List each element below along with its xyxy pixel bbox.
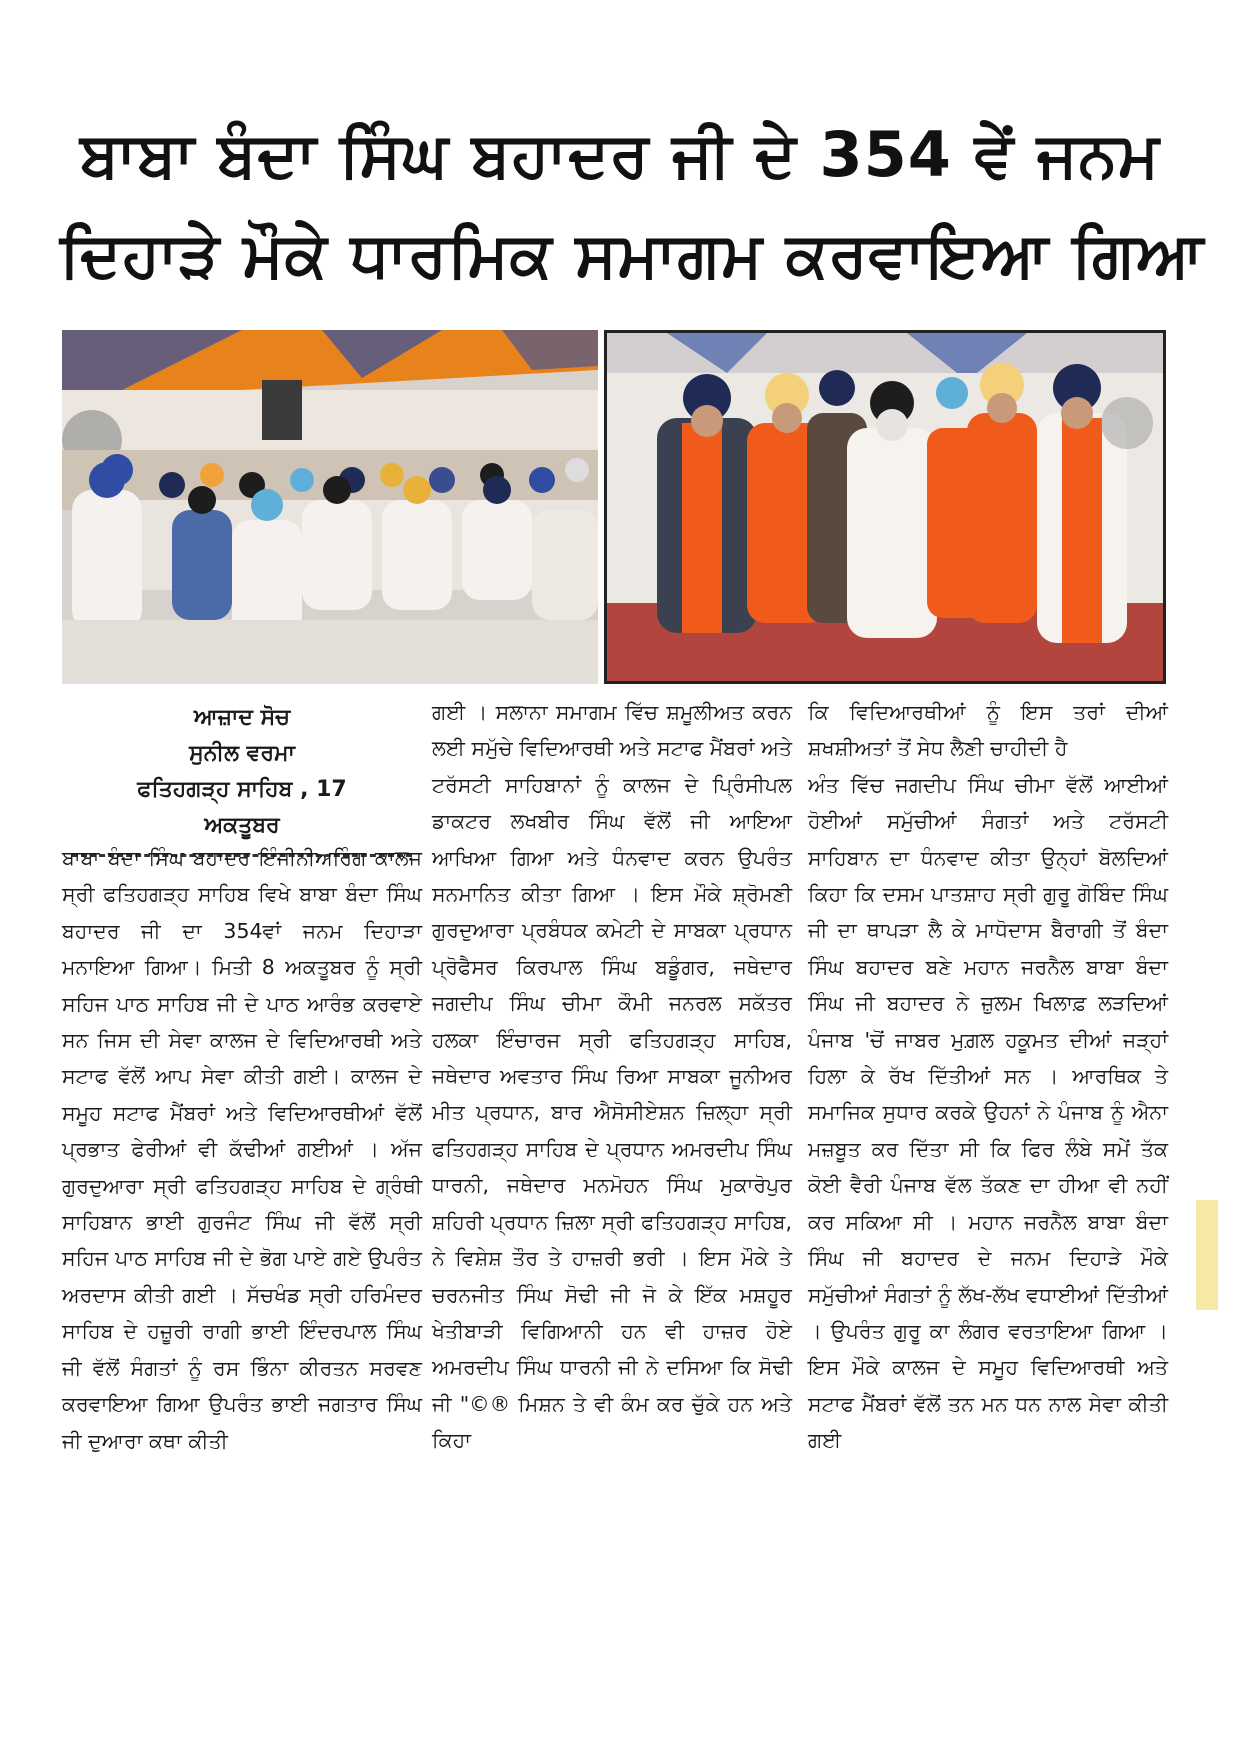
article-column-3-text-b: ਅੰਤ ਵਿੱਚ ਜਗਦੀਪ ਸਿੰਘ ਚੀਮਾ ਵੱਲੋਂ ਆਈਆਂ ਹੋਈਆਂ ਸਮੁੱਚੀਆਂ ਸੰਗਤਾਂ ਅਤੇ ਟਰੱਸਟੀ ਸਾਹਿਬਾਨ ਦਾ ਧੰਨਵਾਦ ਕੀਤਾ ਉਨ੍ਹਾਂ ਬੋਲਦਿਆਂ ਕਿਹਾ ਕਿ ਦਸਮ ਪਾਤਸ਼ਾਹ ਸ੍ਰੀ ਗੁਰੂ ਗੋਬਿੰਦ ਸਿੰਘ ਜੀ ਦਾ ਥਾਪੜਾ ਲੈ ਕੇ ਮਾਧੋਦਾਸ ਬੈਰਾਗੀ ਤੋਂ ਬੰਦਾ ਸਿੰਘ ਬਹਾਦਰ ਬਣੇ ਮਹਾਨ ਜਰਨੈਲ ਬਾਬਾ ਬੰਦਾ ਸਿੰਘ ਜੀ ਬਹਾਦਰ ਨੇ ਜ਼ੁਲਮ ਖਿਲਾਫ਼ ਲੜਦਿਆਂ ਪੰਜਾਬ 'ਚੋਂ ਜਾਬਰ ਮੁਗ਼ਲ ਹਕੂਮਤ ਦੀਆਂ ਜੜ੍ਹਾਂ ਹਿਲਾ ਕੇ ਰੱਖ ਦਿੱਤੀਆਂ ਸਨ । ਆਰਥਿਕ ਤੇ ਸਮਾਜਿਕ ਸੁਧਾਰ ਕਰਕੇ ਉਹਨਾਂ ਨੇ ਪੰਜਾਬ ਨੂੰ ਐਨਾ ਮਜ਼ਬੂਤ ਕਰ ਦਿੱਤਾ ਸੀ ਕਿ ਫਿਰ ਲੰਬੇ ਸਮੇਂ ਤੱਕ ਕੋਈ ਵੈਰੀ ਪੰਜਾਬ ਵੱਲ ਤੱਕਣ ਦਾ ਹੀਆ ਵੀ ਨਹੀਂ ਕਰ ਸਕਿਆ ਸੀ । ਮਹਾਨ ਜਰਨੈਲ ਬਾਬਾ ਬੰਦਾ ਸਿੰਘ ਜੀ ਬਹਾਦਰ ਦੇ ਜਨਮ ਦਿਹਾੜੇ ਮੌਕੇ ਸਮੁੱਚੀਆਂ ਸੰਗਤਾਂ ਨੂੰ ਲੱਖ-ਲੱਖ ਵਧਾਈਆਂ ਦਿੱਤੀਆਂ । ਉਪਰੰਤ ਗੁਰੂ ਕਾ ਲੰਗਰ ਵਰਤਾਇਆ ਗਿਆ । ਇਸ ਮੌਕੇ ਕਾਲਜ ਦੇ ਸਮੂਹ ਵਿਦਿਆਰਥੀ ਅਤੇ ਸਟਾਫ ਮੈਂਬਰਾਂ ਵੱਲੋਂ ਤਨ ਮਨ ਧਨ ਨਾਲ ਸੇਵਾ ਕੀਤੀ ਗਈ (808, 772, 1168, 1453)
byline-month: ਅਕਤੂਬਰ (204, 813, 280, 838)
headline-line-1: ਬਾਬਾ ਬੰਦਾ ਸਿੰਘ ਬਹਾਦਰ ਜੀ ਦੇ 354 ਵੇਂ ਜਨਮ (80, 118, 1160, 191)
byline-paper: ਆਜ਼ਾਦ ਸੋਚ (193, 705, 291, 730)
article-column-3 (808, 694, 1168, 1459)
byline-place-date: ਫਤਿਹਗੜ੍ਹ ਸਾਹਿਬ , 17 (137, 777, 347, 802)
article-column-2-text: ਗਈ । ਸਲਾਨਾ ਸਮਾਗਮ ਵਿੱਚ ਸ਼ਮੂਲੀਅਤ ਕਰਨ ਲਈ ਸਮੁੱਚੇ ਵਿਦਿਆਰਥੀ ਅਤੇ ਸਟਾਫ ਮੈਂਬਰਾਂ ਅਤੇ ਟਰੱਸਟੀ ਸਾਹਿਬਾਨਾਂ ਨੂੰ ਕਾਲਜ ਦੇ ਪ੍ਰਿੰਸੀਪਲ ਡਾਕਟਰ ਲਖਬੀਰ ਸਿੰਘ ਵੱਲੋਂ ਜੀ ਆਇਆ ਆਖਿਆ ਗਿਆ ਅਤੇ ਧੰਨਵਾਦ ਕਰਨ ਉਪਰੰਤ ਸਨਮਾਨਿਤ ਕੀਤਾ ਗਿਆ । ਇਸ ਮੌਕੇ ਸ਼੍ਰੋਮਣੀ ਗੁਰਦੁਆਰਾ ਪ੍ਰਬੰਧਕ ਕਮੇਟੀ ਦੇ ਸਾਬਕਾ ਪ੍ਰਧਾਨ ਪ੍ਰੋਫੈਸਰ ਕਿਰਪਾਲ ਸਿੰਘ ਬਡੂੰਗਰ, ਜਥੇਦਾਰ ਜਗਦੀਪ ਸਿੰਘ ਚੀਮਾ ਕੌਮੀ ਜਨਰਲ ਸਕੱਤਰ ਹਲਕਾ ਇੰਚਾਰਜ ਸ੍ਰੀ ਫਤਿਹਗੜ੍ਹ ਸਾਹਿਬ, ਜਥੇਦਾਰ ਅਵਤਾਰ ਸਿੰਘ ਰਿਆ ਸਾਬਕਾ ਜੂਨੀਅਰ ਮੀਤ ਪ੍ਰਧਾਨ, ਬਾਰ ਐਸੋਸੀਏਸ਼ਨ ਜ਼ਿਲ੍ਹਾ ਸ੍ਰੀ ਫਤਿਹਗੜ੍ਹ ਸਾਹਿਬ ਦੇ ਪ੍ਰਧਾਨ ਅਮਰਦੀਪ ਸਿੰਘ ਧਾਰਨੀ, ਜਥੇਦਾਰ ਮਨਮੋਹਨ ਸਿੰਘ ਮੁਕਾਰੋਪੁਰ ਸ਼ਹਿਰੀ ਪ੍ਰਧਾਨ ਜ਼ਿਲਾ ਸ੍ਰੀ ਫਤਿਹਗੜ੍ਹ ਸਾਹਿਬ, ਨੇ ਵਿਸ਼ੇਸ਼ ਤੌਰ ਤੇ ਹਾਜ਼ਰੀ ਭਰੀ । ਇਸ ਮੌਕੇ ਤੇ ਚਰਨਜੀਤ ਸਿੰਘ ਸੋਢੀ ਜੀ ਜੋ ਕੇ ਇੱਕ ਮਸ਼ਹੂਰ ਖੇਤੀਬਾੜੀ ਵਿਗਿਆਨੀ ਹਨ ਵੀ ਹਾਜ਼ਰ ਹੋਏ ਅਮਰਦੀਪ ਸਿੰਘ ਧਾਰਨੀ ਜੀ ਨੇ ਦਸਿਆ ਕਿ ਸੋਢੀ ਜੀ "©® ਮਿਸ਼ਨ ਤੇ ਵੀ ਕੰਮ ਕਰ ਚੁੱਕੇ ਹਨ ਅਤੇ ਕਿਹਾ (432, 700, 792, 1453)
article-column-1-text: ਬਾਬਾ ਬੰਦਾ ਸਿੰਘ ਬਹਾਦਰ ਇੰਜੀਨੀਅਰਿੰਗ ਕਾਲਜ ਸ੍ਰੀ ਫਤਿਹਗੜ੍ਹ ਸਾਹਿਬ ਵਿਖੇ ਬਾਬਾ ਬੰਦਾ ਸਿੰਘ ਬਹਾਦਰ ਜੀ ਦਾ 354ਵਾਂ ਜਨਮ ਦਿਹਾੜਾ ਮਨਾਇਆ ਗਿਆ। ਮਿਤੀ 8 ਅਕਤੂਬਰ ਨੂੰ ਸ੍ਰੀ ਸਹਿਜ ਪਾਠ ਸਾਹਿਬ ਜੀ ਦੇ ਪਾਠ ਆਰੰਭ ਕਰਵਾਏ ਸਨ ਜਿਸ ਦੀ ਸੇਵਾ ਕਾਲਜ ਦੇ ਵਿਦਿਆਰਥੀ ਅਤੇ ਸਟਾਫ ਵੱਲੋਂ ਆਪ ਸੇਵਾ ਕੀਤੀ ਗਈ। ਕਾਲਜ ਦੇ ਸਮੂਹ ਸਟਾਫ ਮੈਂਬਰਾਂ ਅਤੇ ਵਿਦਿਆਰਥੀਆਂ ਵੱਲੋਂ ਪ੍ਰਭਾਤ ਫੇਰੀਆਂ ਵੀ ਕੱਢੀਆਂ ਗਈਆਂ । ਅੱਜ ਗੁਰਦੁਆਰਾ ਸ੍ਰੀ ਫਤਿਹਗੜ੍ਹ ਸਾਹਿਬ ਦੇ ਗ੍ਰੰਥੀ ਸਾਹਿਬਾਨ ਭਾਈ ਗੁਰਜੰਟ ਸਿੰਘ ਜੀ ਵੱਲੋਂ ਸ੍ਰੀ ਸਹਿਜ ਪਾਠ ਸਾਹਿਬ ਜੀ ਦੇ ਭੋਗ ਪਾਏ ਗਏ ਉਪਰੰਤ ਅਰਦਾਸ ਕੀਤੀ ਗਈ । ਸੱਚਖੰਡ ਸ੍ਰੀ ਹਰਿਮੰਦਰ ਸਾਹਿਬ ਦੇ ਹਜ਼ੂਰੀ ਰਾਗੀ ਭਾਈ ਇੰਦਰਪਾਲ ਸਿੰਘ ਜੀ ਵੱਲੋਂ ਸੰਗਤਾਂ ਨੂੰ ਰਸ ਭਿੰਨਾ ਕੀਰਤਨ ਸਰਵਣ ਕਰਵਾਇਆ ਗਿਆ ਉਪਰੰਤ ਭਾਈ ਜਗਤਾਰ ਸਿੰਘ ਜੀ ਦੁਆਰਾ ਕਥਾ ਕੀਤੀ (62, 846, 422, 1453)
photo-congregation-image (62, 330, 598, 684)
photo-congregation (62, 330, 598, 684)
article-column-1 (62, 840, 422, 1459)
headline-line-2: ਦਿਹਾੜੇ ਮੌਕੇ ਧਾਰਮਿਕ ਸਮਾਗਮ ਕਰਵਾਇਆ ਗਿਆ (60, 218, 1205, 291)
photo-dignitaries-image (607, 333, 1163, 681)
byline-reporter: ਸੁਨੀਲ ਵਰਮਾ (189, 741, 295, 766)
article-column-2 (432, 694, 792, 1459)
adjacent-highlight (1196, 1200, 1218, 1310)
adjacent-page-edge (1184, 90, 1240, 1690)
article-column-3-text-a: ਕਿ ਵਿਦਿਆਰਥੀਆਂ ਨੂੰ ਇਸ ਤਰਾਂ ਦੀਆਂ ਸ਼ਖਸ਼ੀਅਤਾਂ ਤੋਂ ਸੇਧ ਲੈਣੀ ਚਾਹੀਦੀ ਹੈ (808, 700, 1168, 761)
photo-dignitaries (604, 330, 1166, 684)
byline (62, 700, 422, 857)
